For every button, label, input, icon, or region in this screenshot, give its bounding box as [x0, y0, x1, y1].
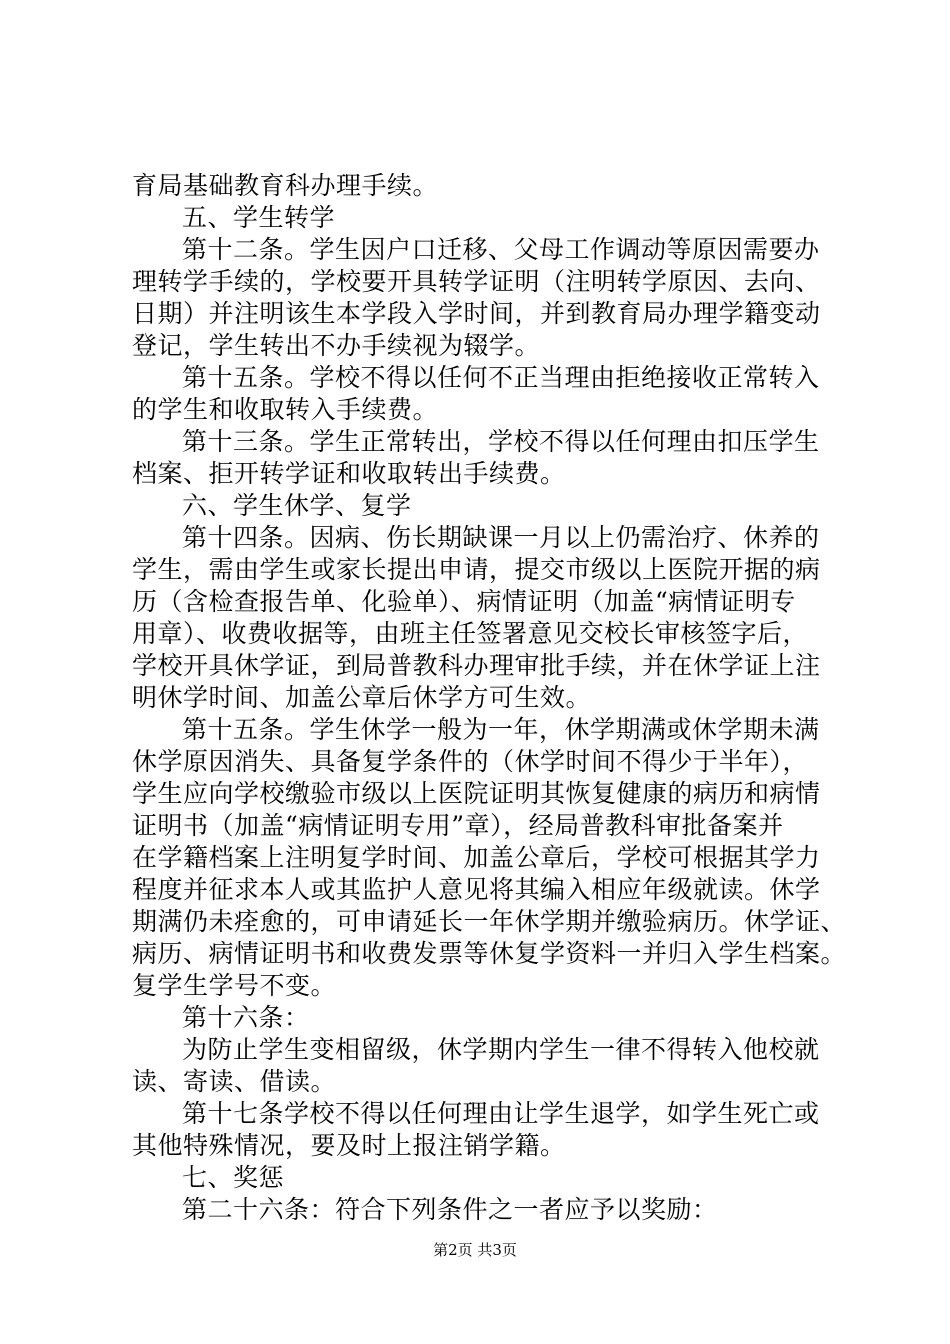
text-line: 复学生学号不变。 — [132, 971, 337, 1000]
text-line: 七、奖惩 — [182, 1163, 285, 1192]
text-line: 第十五条。学校不得以任何不正当理由拒绝接收正常转入 — [182, 363, 820, 392]
page-footer: 第2页 共3页 — [433, 1241, 517, 1259]
text-line: 证明书（加盖“病情证明专用”章），经局普教科审批备案并 — [132, 811, 784, 840]
text-line: 第十五条。学生休学一般为一年，休学期满或休学期未满 — [182, 715, 820, 744]
text-line: 第十二条。学生因户口迁移、父母工作调动等原因需要办 — [182, 235, 820, 264]
text-line: 其他特殊情况，要及时上报注销学籍。 — [132, 1131, 566, 1160]
text-line: 日期）并注明该生本学段入学时间，并到教育局办理学籍变动 — [132, 299, 821, 328]
text-line: 第十四条。因病、伤长期缺课一月以上仍需治疗、休养的 — [182, 523, 820, 552]
text-line: 第十三条。学生正常转出，学校不得以任何理由扣压学生 — [182, 427, 820, 456]
text-line: 的学生和收取转入手续费。 — [132, 395, 439, 424]
text-line: 在学籍档案上注明复学时间、加盖公章后，学校可根据其学力 — [132, 843, 821, 872]
text-line: 五、学生转学 — [182, 203, 336, 232]
text-line: 学校开具休学证，到局普教科办理审批手续，并在休学证上注 — [132, 651, 821, 680]
text-line: 期满仍未痊愈的，可申请延长一年休学期并缴验病历。休学证、 — [132, 907, 847, 936]
text-line: 学生，需由学生或家长提出申请，提交市级以上医院开据的病 — [132, 555, 821, 584]
text-line: 学生应向学校缴验市级以上医院证明其恢复健康的病历和病情 — [132, 779, 821, 808]
text-line: 读、寄读、借读。 — [132, 1067, 337, 1096]
text-line: 程度并征求本人或其监护人意见将其编入相应年级就读。休学 — [132, 875, 821, 904]
text-line: 休学原因消失、具备复学条件的（休学时间不得少于半年）， — [132, 747, 809, 776]
text-line: 理转学手续的，学校要开具转学证明（注明转学原因、去向、 — [132, 267, 821, 296]
text-line: 病历、病情证明书和收费发票等休复学资料一并归入学生档案。 — [132, 939, 847, 968]
text-line: 第十七条学校不得以任何理由让学生退学，如学生死亡或 — [182, 1099, 820, 1128]
text-line: 历（含检查报告单、化验单）、病情证明（加盖“病情证明专 — [132, 587, 796, 616]
text-line: 第二十六条：符合下列条件之一者应予以奖励： — [182, 1195, 718, 1224]
text-line: 为防止学生变相留级，休学期内学生一律不得转入他校就 — [182, 1035, 820, 1064]
text-line: 档案、拒开转学证和收取转出手续费。 — [132, 459, 566, 488]
text-line: 第十六条： — [182, 1003, 310, 1032]
document-body — [132, 170, 847, 1226]
text-line: 明休学时间、加盖公章后休学方可生效。 — [132, 683, 592, 712]
text-line: 用章）、收费收据等，由班主任签署意见交校长审核签字后， — [132, 619, 809, 648]
text-line: 育局基础教育科办理手续。 — [132, 171, 439, 200]
text-line: 登记，学生转出不办手续视为辍学。 — [132, 331, 541, 360]
text-line: 六、学生休学、复学 — [182, 491, 412, 520]
